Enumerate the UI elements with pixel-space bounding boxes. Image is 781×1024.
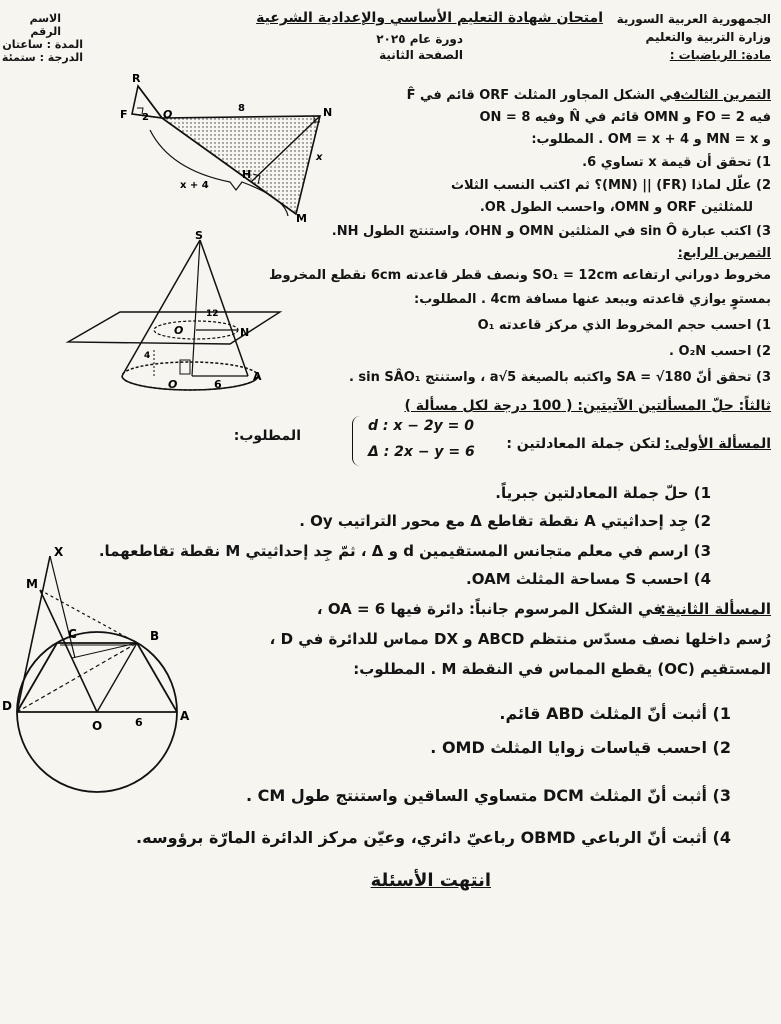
segment-mb [40, 590, 137, 643]
segment-db [17, 643, 137, 712]
system-brace [352, 416, 369, 466]
exercise3-item-2-cont: للمثلثين ORF و OMN، واحسب الطول OR. [479, 200, 753, 215]
header-page-number: الصفحة الثانية [379, 48, 463, 62]
problem2-item-2: 2) احسب قياسات زوايا المثلث OMD . [430, 738, 731, 757]
header-score: الدرجة : ستمئة [1, 51, 83, 64]
header-name: الاسم [29, 12, 61, 25]
cone-figure [50, 230, 280, 400]
header-number: الرقم [30, 25, 61, 38]
section3-title: ثالثاً: حلّ المسألتين الآتيتين: ( 100 درجة لكل مسألة ) [404, 398, 771, 414]
header-duration: المدة : ساعتان [2, 38, 83, 51]
label-f: F [120, 108, 128, 121]
label-n: N [240, 326, 250, 339]
label-on-length: 8 [238, 103, 245, 114]
header-country: الجمهورية العربية السورية [616, 12, 771, 26]
exercise4-item-3: 3) تحقق أنّ SA = √180 واكتبه بالصيغة a√5 ، واستنتج sin SÂO₁ . [348, 370, 771, 385]
header-exam-title: امتحان شهادة التعليم الأساسي والإعدادية الشرعية [256, 10, 603, 26]
problem2-item-4: 4) أثبت أنّ الرباعي OBMD رباعيّ دائري، وعيّن مركز الدائرة المارّة برؤوسه. [136, 828, 731, 847]
exercise3-line-2: فيه FO = 2 و OMN قائم في N̂ وفيه ON = 8 [479, 110, 771, 125]
problem2-line-1: في الشكل المرسوم جانباً: دائرة فيها OA = 6 ، [316, 600, 663, 618]
label-a: A [180, 709, 190, 723]
exercise3-line-1: في الشكل المجاور المثلث ORF قائم في F̂ [406, 88, 681, 103]
label-r: R [132, 72, 141, 85]
exercise4-line-1: مخروط دوراني ارتفاعه SO₁ = 12cm ونصف قطر قاعدته 6cm نقطع المخروط [268, 268, 771, 283]
problem1-item-1: 1) حلّ جملة المعادلتين جبرياً. [495, 484, 711, 502]
exercise3-item-3: 3) اكتب عبارة sin Ô في المثلثين OMN و OHN، واستنتج الطول NH. [331, 224, 771, 239]
label-o2: O [174, 324, 184, 337]
problem1-required: المطلوب: [233, 428, 301, 444]
label-n: N [323, 106, 333, 119]
problem2-item-3: 3) أثبت أنّ المثلث DCM متساوي الساقين واستنتج طول CM . [246, 786, 731, 805]
label-m: M [296, 212, 307, 225]
label-h: H [242, 168, 252, 181]
problem2-title: المسألة الثانية: [659, 600, 771, 618]
problem1-item-3: 3) ارسم في معلم متجانس المستقيمين d و Δ ، ثمّ جِد إحداثيتي M نقطة تقاطعهما. [98, 542, 711, 560]
label-o1: O [168, 378, 178, 391]
label-distance-4: 4 [144, 351, 151, 361]
label-o: O [163, 108, 173, 121]
label-radius-6: 6 [135, 716, 143, 729]
label-o: O [92, 719, 103, 733]
problem2-line-3: المستقيم (OC) يقطع المماس في النقطة M . المطلوب: [353, 660, 771, 678]
exercise3-title: التمرين الثالث: [675, 88, 771, 103]
triangle-omn [162, 116, 320, 214]
header-session: دورة عام ٢٠٢٥ [376, 32, 463, 46]
label-height-12: 12 [206, 309, 219, 319]
exercise4-line-2: بمستوٍ يوازي قاعدته ويبعد عنها مسافة 4cm . المطلوب: [414, 292, 771, 307]
label-a: A [253, 370, 262, 383]
half-hexagon [17, 643, 177, 712]
problem1-item-2: 2) جِد إحداثيتي A نقطة تقاطع Δ مع محور التراتيب Oy . [299, 512, 711, 530]
exercise3-line-3: و MN = x و OM = x + 4 . المطلوب: [531, 132, 771, 147]
label-fo-length: 2 [142, 112, 149, 123]
label-x: X [54, 545, 64, 559]
problem1-item-4: 4) احسب S مساحة المثلث OAM. [466, 570, 711, 588]
exercise4-item-2: 2) احسب O₂N . [669, 344, 771, 359]
end-of-questions: انتهت الأسئلة [370, 870, 491, 891]
exercise4-title: التمرين الرابع: [677, 246, 771, 261]
header-ministry: وزارة التربية والتعليم [645, 30, 771, 44]
label-s: S [195, 229, 203, 242]
exercise3-item-1: 1) تحقق أن قيمة x تساوي 6. [582, 155, 771, 170]
label-c: C [68, 627, 77, 641]
problem2-line-2: رُسم داخلها نصف مسدّس منتظم ABCD و DX مماس للدائرة في D ، [269, 630, 771, 648]
header-subject: مادة: الرياضيات : [669, 48, 771, 62]
equation-delta: Δ : 2x − y = 6 [368, 444, 475, 460]
label-mn-length: x [316, 152, 323, 163]
label-m: M [26, 577, 38, 591]
problem1-intro: لتكن جملة المعادلتين : [506, 436, 661, 452]
label-b: B [150, 629, 160, 643]
exercise3-item-2: 2) علّل لماذا (FR) || (MN)؟ ثم اكتب النسب الثلاث [450, 178, 771, 193]
label-om-length: x + 4 [180, 180, 209, 191]
equation-d: d : x − 2y = 0 [368, 418, 474, 434]
problem2-item-1: 1) أثبت أنّ المثلث ABD قائم. [499, 704, 731, 723]
exercise4-item-1: 1) احسب حجم المخروط الذي مركز قاعدته O₁ [477, 318, 771, 333]
problem1-title: المسألة الأولى: [664, 436, 771, 452]
triangle-figure [110, 70, 340, 230]
label-radius-6: 6 [214, 378, 222, 391]
cone-height [192, 240, 200, 376]
circle-figure [0, 545, 220, 790]
label-d: D [2, 699, 12, 713]
